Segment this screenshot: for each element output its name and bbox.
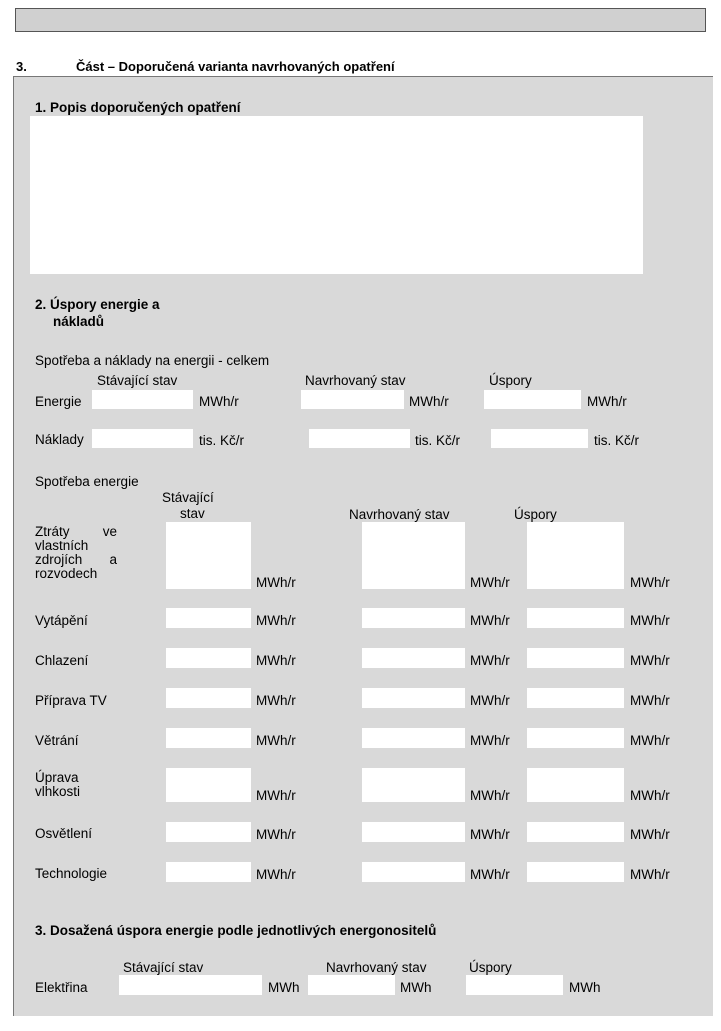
- unit-label: tis. Kč/r: [594, 433, 640, 448]
- row-label-lighting: Osvětlení: [35, 826, 93, 841]
- energie-savings-input[interactable]: [484, 390, 581, 409]
- unit-label: MWh/r: [470, 788, 510, 803]
- humidity-current-input[interactable]: [166, 768, 251, 802]
- unit-label: MWh: [400, 980, 432, 995]
- unit-label: MWh/r: [256, 613, 296, 628]
- lighting-savings-input[interactable]: [527, 822, 624, 842]
- unit-label: MWh/r: [409, 394, 449, 409]
- hot-water-current-input[interactable]: [166, 688, 251, 708]
- lighting-proposed-input[interactable]: [362, 822, 465, 842]
- hot-water-proposed-input[interactable]: [362, 688, 465, 708]
- heating-savings-input[interactable]: [527, 608, 624, 628]
- naklady-label: Náklady: [35, 432, 84, 447]
- ventilation-proposed-input[interactable]: [362, 728, 465, 748]
- lighting-current-input[interactable]: [166, 822, 251, 842]
- row-label-cooling: Chlazení: [35, 653, 89, 668]
- heating-proposed-input[interactable]: [362, 608, 465, 628]
- unit-label: tis. Kč/r: [415, 433, 461, 448]
- unit-label: MWh/r: [470, 733, 510, 748]
- cooling-proposed-input[interactable]: [362, 648, 465, 668]
- energie-label: Energie: [35, 394, 82, 409]
- unit-label: MWh/r: [256, 788, 296, 803]
- s2-title-line1: 2. Úspory energie a: [35, 297, 160, 312]
- technology-current-input[interactable]: [166, 862, 251, 882]
- unit-label: MWh/r: [630, 827, 670, 842]
- section-number: 3.: [16, 59, 27, 74]
- col-savings-header: Úspory: [469, 960, 512, 975]
- naklady-proposed-input[interactable]: [309, 429, 410, 448]
- header-bar: [15, 8, 706, 32]
- electricity-proposed-input[interactable]: [308, 975, 395, 995]
- naklady-savings-input[interactable]: [491, 429, 588, 448]
- col-current-header-line1: Stávající: [162, 490, 214, 505]
- col-current-header-line2: stav: [180, 506, 205, 521]
- unit-label: MWh/r: [630, 575, 670, 590]
- heating-current-input[interactable]: [166, 608, 251, 628]
- section-title: Část – Doporučená varianta navrhovaných opatření: [76, 59, 395, 74]
- unit-label: MWh/r: [470, 653, 510, 668]
- row-label-losses: Ztráty ve vlastních zdrojích a rozvodech: [35, 524, 117, 581]
- unit-label: MWh/r: [256, 733, 296, 748]
- row-label-electricity: Elektřina: [35, 980, 88, 995]
- unit-label: MWh/r: [256, 867, 296, 882]
- unit-label: MWh/r: [470, 827, 510, 842]
- col-current-header: Stávající stav: [97, 373, 178, 388]
- losses-savings-input[interactable]: [527, 522, 624, 589]
- row-label-hot-water: Příprava TV: [35, 693, 107, 708]
- technology-proposed-input[interactable]: [362, 862, 465, 882]
- s2-title-line2: nákladů: [53, 314, 105, 329]
- unit-label: MWh/r: [630, 653, 670, 668]
- row-label-ventilation: Větrání: [35, 733, 79, 748]
- unit-label: MWh/r: [587, 394, 627, 409]
- losses-current-input[interactable]: [166, 522, 251, 589]
- unit-label: MWh/r: [630, 733, 670, 748]
- row-label-heating: Vytápění: [35, 613, 88, 628]
- consumption-label: Spotřeba energie: [35, 474, 139, 489]
- unit-label: MWh/r: [256, 693, 296, 708]
- losses-proposed-input[interactable]: [362, 522, 465, 589]
- unit-label: MWh/r: [256, 575, 296, 590]
- unit-label: MWh/r: [630, 613, 670, 628]
- unit-label: tis. Kč/r: [199, 433, 245, 448]
- total-label: Spotřeba a náklady na energii - celkem: [35, 353, 270, 368]
- unit-label: MWh/r: [470, 613, 510, 628]
- description-textarea[interactable]: [30, 116, 643, 274]
- unit-label: MWh/r: [630, 867, 670, 882]
- s3-title: 3. Dosažená úspora energie podle jednotlivých energonositelů: [35, 923, 437, 938]
- ventilation-savings-input[interactable]: [527, 728, 624, 748]
- unit-label: MWh: [268, 980, 300, 995]
- col-current-header: Stávající stav: [123, 960, 204, 975]
- unit-label: MWh/r: [630, 693, 670, 708]
- row-label-technology: Technologie: [35, 866, 108, 881]
- unit-label: MWh/r: [630, 788, 670, 803]
- unit-label: MWh/r: [256, 827, 296, 842]
- unit-label: MWh/r: [256, 653, 296, 668]
- unit-label: MWh/r: [470, 867, 510, 882]
- col-proposed-header: Navrhovaný stav: [326, 960, 427, 975]
- naklady-current-input[interactable]: [92, 429, 193, 448]
- s1-title: 1. Popis doporučených opatření: [35, 100, 241, 115]
- row-label-humidity: Úprava vlhkosti: [35, 770, 81, 799]
- humidity-savings-input[interactable]: [527, 768, 624, 802]
- unit-label: MWh: [569, 980, 601, 995]
- hot-water-savings-input[interactable]: [527, 688, 624, 708]
- energie-proposed-input[interactable]: [301, 390, 404, 409]
- electricity-savings-input[interactable]: [466, 975, 563, 995]
- unit-label: MWh/r: [199, 394, 239, 409]
- energie-current-input[interactable]: [92, 390, 193, 409]
- col-savings-header: Úspory: [514, 507, 557, 522]
- col-proposed-header: Navrhovaný stav: [349, 507, 450, 522]
- humidity-proposed-input[interactable]: [362, 768, 465, 802]
- ventilation-current-input[interactable]: [166, 728, 251, 748]
- electricity-current-input[interactable]: [119, 975, 262, 995]
- section-heading: [16, 59, 395, 74]
- cooling-savings-input[interactable]: [527, 648, 624, 668]
- col-savings-header: Úspory: [489, 373, 532, 388]
- unit-label: MWh/r: [470, 575, 510, 590]
- technology-savings-input[interactable]: [527, 862, 624, 882]
- unit-label: MWh/r: [470, 693, 510, 708]
- cooling-current-input[interactable]: [166, 648, 251, 668]
- col-proposed-header: Navrhovaný stav: [305, 373, 406, 388]
